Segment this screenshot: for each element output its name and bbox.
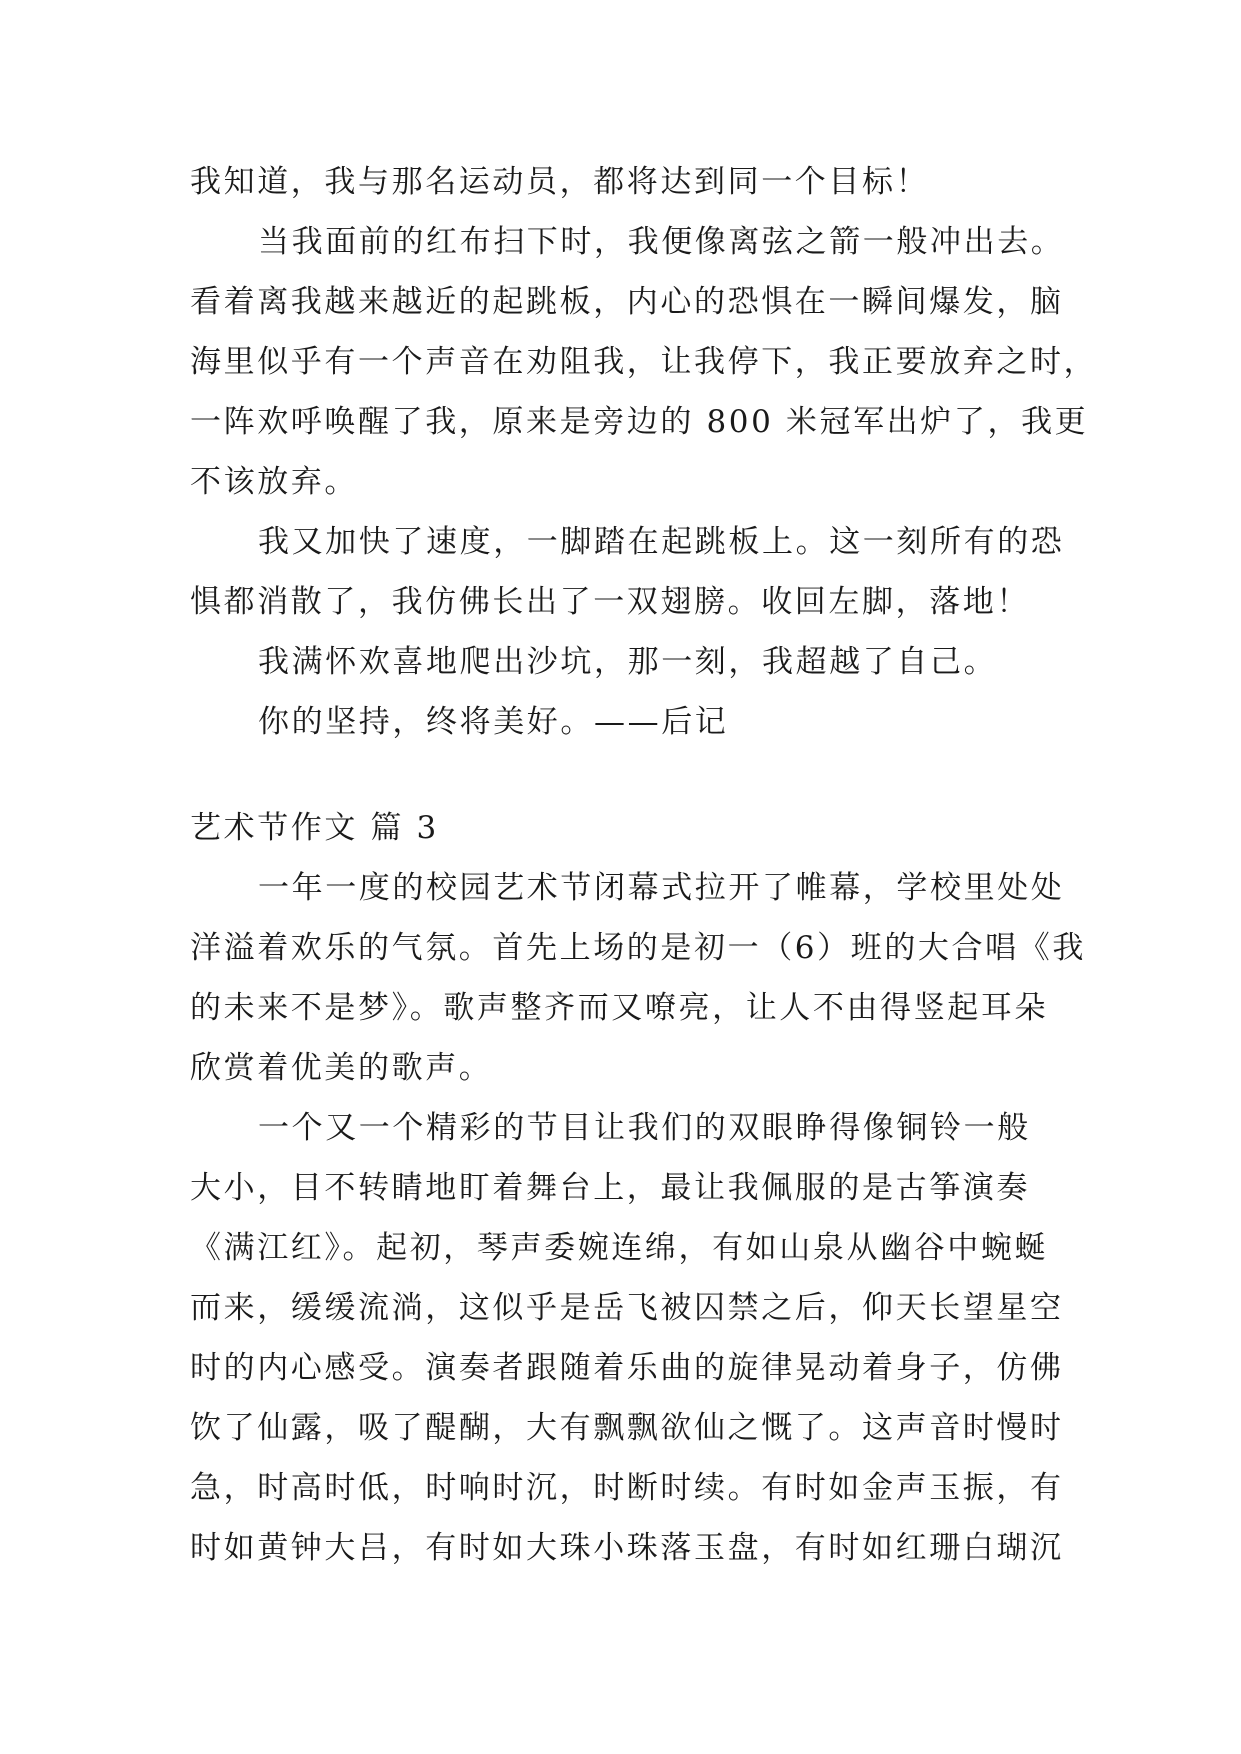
text-line: 海里似乎有一个声音在劝阻我，让我停下，我正要放弃之时，	[190, 344, 1098, 380]
text-line: 惧都消散了，我仿佛长出了一双翅膀。收回左脚，落地！	[190, 584, 1030, 620]
text-line: 大小，目不转睛地盯着舞台上，最让我佩服的是古筝演奏	[190, 1170, 1030, 1206]
section-heading: 艺术节作文 篇 3	[190, 810, 439, 846]
text-line: 看着离我越来越近的起跳板，内心的恐惧在一瞬间爆发，脑	[190, 284, 1064, 320]
afterword-line: 你的坚持，终将美好。——后记	[258, 704, 729, 740]
text-line: 急，时高时低，时响时沉，时断时续。有时如金声玉振，有	[190, 1470, 1064, 1506]
text-line: 饮了仙露，吸了醍醐，大有飘飘欲仙之慨了。这声音时慢时	[190, 1410, 1064, 1446]
text-line: 我知道，我与那名运动员，都将达到同一个目标！	[190, 164, 930, 200]
text-line: 一阵欢呼唤醒了我，原来是旁边的 800 米冠军出炉了，我更	[190, 404, 1089, 440]
paragraph-start-line: 一年一度的校园艺术节闭幕式拉开了帷幕，学校里处处	[258, 870, 1065, 906]
text-line: 《满江红》。起初，琴声委婉连绵，有如山泉从幽谷中蜿蜒	[190, 1230, 1049, 1266]
text-line: 不该放弃。	[190, 464, 358, 500]
text-line: 洋溢着欢乐的气氛。首先上场的是初一（6）班的大合唱《我	[190, 930, 1086, 966]
paragraph-start-line: 我又加快了速度，一脚踏在起跳板上。这一刻所有的恐	[258, 524, 1065, 560]
paragraph-start-line: 一个又一个精彩的节目让我们的双眼睁得像铜铃一般	[258, 1110, 1031, 1146]
text-line: 而来，缓缓流淌，这似乎是岳飞被囚禁之后，仰天长望星空	[190, 1290, 1064, 1326]
paragraph-start-line: 当我面前的红布扫下时，我便像离弦之箭一般冲出去。	[258, 224, 1065, 260]
text-line: 时如黄钟大吕，有时如大珠小珠落玉盘，有时如红珊白瑚沉	[190, 1530, 1064, 1566]
text-line: 的未来不是梦》。歌声整齐而又嘹亮，让人不由得竖起耳朵	[190, 990, 1049, 1026]
text-line: 时的内心感受。演奏者跟随着乐曲的旋律晃动着身子，仿佛	[190, 1350, 1064, 1386]
text-line: 欣赏着优美的歌声。	[190, 1050, 493, 1086]
paragraph-start-line: 我满怀欢喜地爬出沙坑，那一刻，我超越了自己。	[258, 644, 998, 680]
